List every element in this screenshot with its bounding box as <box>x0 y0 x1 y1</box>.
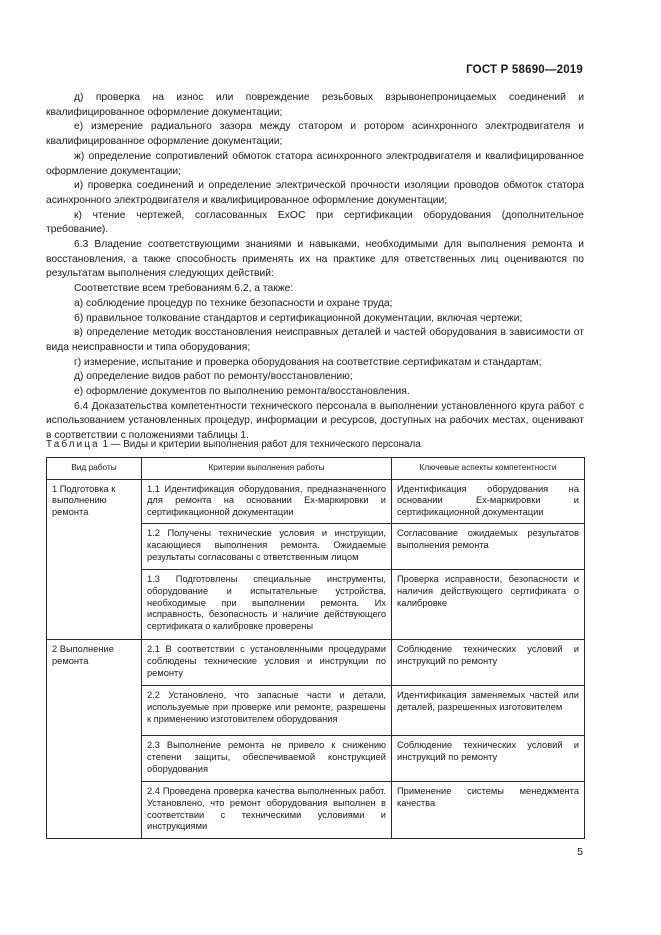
paragraph: б) правильное толкование стандартов и сертификационной документации, включая чертежи; <box>74 312 523 324</box>
table-caption-text: 1 — Виды и критерии выполнения работ для технического персонала <box>102 439 421 450</box>
table-header-row <box>47 458 585 480</box>
criteria-cell: 1.1 Идентификация оборудования, предназначенного для ремонта на основании Ex-маркировки и сертификационной документации <box>142 479 392 524</box>
table-caption-label: Таблица <box>46 439 100 450</box>
paragraph: е) оформление документов по выполнению ремонта/восстановления. <box>74 386 410 398</box>
page-number: 5 <box>577 846 583 858</box>
aspects-cell: Идентификация заменяемых частей или деталей, разрешенных изготовителем <box>392 686 585 736</box>
paragraph: к) чтение чертежей, согласованных ExOC при сертификации оборудования (дополнительное требование). <box>46 209 584 236</box>
paragraph: г) измерение, испытание и проверка оборудования на соответствие сертификатам и стандартам; <box>74 356 542 368</box>
table-row <box>47 640 585 686</box>
aspects-cell: Соблюдение технических условий и инструкций по ремонту <box>392 736 585 782</box>
aspects-cell: Применение системы менеджмента качества <box>392 782 585 838</box>
criteria-cell: 1.3 Подготовлены специальные инструменты, оборудование и испытательные устройства, необходимые при выполнении ремонта. Их исправность, безопасность и наличие действующего сертификата о калибровке проверены <box>142 570 392 640</box>
criteria-cell: 2.3 Выполнение ремонта не привело к снижению степени защиты, обеспечиваемой конструкцией оборудования <box>142 736 392 782</box>
column-header-criteria: Критерии выполнения работы <box>142 458 392 480</box>
aspects-cell: Идентификация оборудования на основании Ex-маркировки и сертификационной документации <box>392 479 585 524</box>
criteria-cell: 2.4 Проведена проверка качества выполненных работ. Установлено, что ремонт оборудования выполнен в соответствии с техническими условиями и инструкциями <box>142 782 392 838</box>
paragraph: Соответствие всем требованиям 6.2, а также: <box>74 283 294 295</box>
work-kind-cell: 2 Выполнение ремонта <box>47 640 142 838</box>
criteria-cell: 2.1 В соответствии с установленными процедурами соблюдены технические условия и инструкции по ремонту <box>142 640 392 686</box>
paragraph: 6.4 Доказательства компетентности технического персонала в выполнении установленного круга работ с использованием установленных процедур, информации и ресурсов, доступных на рабочих местах, оценивают в соответствии с положениями таблицы 1. <box>46 400 584 442</box>
table-row <box>47 479 585 524</box>
standard-designation: ГОСТ Р 58690—2019 <box>466 64 583 76</box>
criteria-cell: 1.2 Получены технические условия и инструкции, касающиеся выполнения ремонта. Ожидаемые результаты согласованы с ответственным лицом <box>142 524 392 570</box>
work-kind-cell: 1 Подготовка к выполнению ремонта <box>47 479 142 640</box>
paragraph: 6.3 Владение соответствующими знаниями и навыками, необходимыми для выполнения ремонта и восстановления, а также способность применять их на практике для ответственных лиц оцениваются по результатам выполнения следующих действий: <box>46 239 584 280</box>
body-text <box>46 91 584 444</box>
paragraph: а) соблюдение процедур по технике безопасности и охране труда; <box>74 297 393 309</box>
paragraph: д) проверка на износ или повреждение резьбовых взрывонепроницаемых соединений и квалифицированное оформление документации; <box>46 92 584 118</box>
column-header-kind: Вид работы <box>47 458 142 480</box>
table-caption <box>46 439 421 450</box>
criteria-cell: 2.2 Установлено, что запасные части и детали, используемые при проверке или ремонте, разрешены к применению изготовителем оборудования <box>142 686 392 736</box>
aspects-cell: Согласование ожидаемых результатов выполнения ремонта <box>392 524 585 570</box>
paragraph: в) определение методик восстановления неисправных деталей и частей оборудования в зависимости от вида неисправности и типа оборудования; <box>46 327 584 353</box>
paragraph: и) проверка соединений и определение электрической прочности изоляции проводов обмоток статора асинхронного электродвигателя и квалифицированное оформление документации; <box>46 180 584 206</box>
paragraph: е) измерение радиального зазора между статором и ротором асинхронного электродвигателя и квалифицированное оформление документации; <box>46 121 584 148</box>
column-header-aspects: Ключевые аспекты компетентности <box>392 458 585 480</box>
aspects-cell: Соблюдение технических условий и инструкций по ремонту <box>392 640 585 686</box>
work-criteria-table <box>46 457 585 839</box>
paragraph: д) определение видов работ по ремонту/восстановлению; <box>74 371 353 383</box>
aspects-cell: Проверка исправности, безопасности и наличия действующего сертификата о калибровке <box>392 570 585 640</box>
paragraph: ж) определение сопротивлений обмоток статора асинхронного электродвигателя и квалифицированное оформление документации; <box>46 150 584 177</box>
